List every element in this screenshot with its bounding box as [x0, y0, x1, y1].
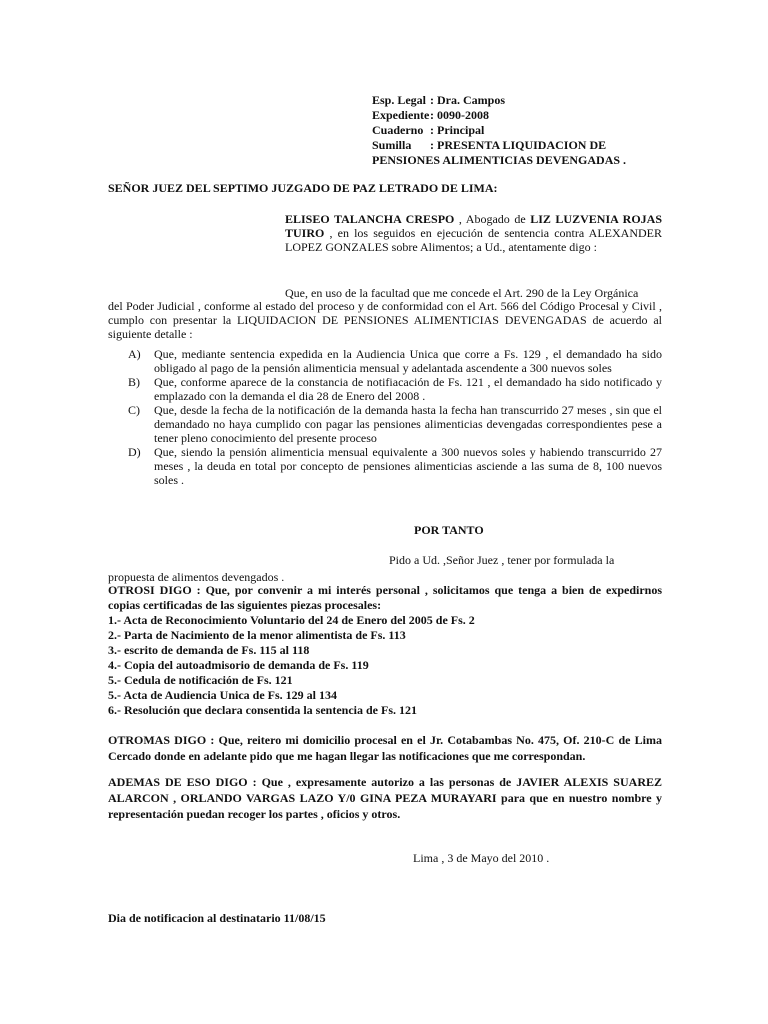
cuaderno-value: : Principal	[430, 123, 485, 137]
esp-legal-label: Esp. Legal	[372, 93, 427, 107]
otrosi-item: 1.- Acta de Reconocimiento Voluntario del 24 de Enero del 2005 de Fs. 2	[108, 613, 475, 627]
por-tanto-heading: POR TANTO	[414, 523, 484, 537]
otrosi-intro: OTROSI DIGO : Que, por convenir a mi interés personal , solicitamos que tenga a bien de expedirnos copias certificadas de las siguientes piezas procesales:	[108, 583, 662, 612]
detail-list	[128, 347, 662, 487]
otrosi-item: 5.- Cedula de notificación de Fs. 121	[108, 673, 293, 687]
detail-item-d	[128, 445, 662, 487]
detail-item-text: Que, desde la fecha de la notificación de la demanda hasta la fecha han transcurrido 27 meses , sin que el demandado no haya cumplido con pagar las pensiones alimenticias devengadas correspondientes pese a tener pleno conocimiento del presente proceso	[154, 403, 662, 445]
otrosi-item: 4.- Copia del autoadmisorio de demanda de Fs. 119	[108, 658, 369, 672]
detail-item-letter: A)	[128, 347, 141, 361]
pido-line-1: Pido a Ud. ,Señor Juez , tener por formulada la	[389, 553, 615, 567]
detail-item-b	[128, 375, 662, 403]
expediente-value: : 0090-2008	[430, 108, 489, 122]
cuaderno-label: Cuaderno	[372, 123, 424, 137]
detail-item-text: Que, siendo la pensión alimenticia mensual equivalente a 300 nuevos soles y habiendo transcurrido 27 meses , la deuda en total por concepto de pensiones alimenticias asciende a las suma de 8, 100 nuevos soles .	[154, 445, 662, 487]
pido-line-2: propuesta de alimentos devengados .	[108, 570, 285, 584]
detail-item-text: Que, mediante sentencia expedida en la Audiencia Unica que corre a Fs. 129 , el demandado ha sido obligado al pago de la pensión alimenticia mensual y adelantada ascendente a 300 nuevos soles	[154, 347, 662, 375]
expediente-label: Expediente	[372, 108, 430, 122]
sumilla-label: Sumilla	[372, 138, 412, 152]
case-header	[372, 93, 626, 168]
notification-footer: Dia de notificacion al destinatario 11/08/15	[108, 911, 326, 925]
sumilla-value-cont: PENSIONES ALIMENTICIAS DEVENGADAS .	[372, 153, 627, 167]
intro-text-2: , en los seguidos en ejecución de sentencia contra ALEXANDER LOPEZ GONZALES sobre Alimentos; a Ud., atentamente digo :	[285, 226, 662, 254]
detail-item-c	[128, 403, 662, 445]
otrosi-list	[108, 613, 662, 718]
client-name: LIZ LUZVENIA ROJAS TUIRO	[285, 212, 662, 240]
body-paragraph: del Poder Judicial , conforme al estado del proceso y de conformidad con el Art. 566 del Código Procesal y Civil , cumplo con presentar la LIQUIDACION DE PENSIONES ALIMENTICIAS DEVENGADAS de acuerdo al siguiente detalle :	[108, 299, 662, 341]
otrosi-item: 6.- Resolución que declara consentida la sentencia de Fs. 121	[108, 703, 417, 717]
ademas-paragraph: ADEMAS DE ESO DIGO : Que , expresamente autorizo a las personas de JAVIER ALEXIS SUAREZ ALARCON , ORLANDO VARGAS LAZO Y/0 GINA PEZA MURAYARI para que en nuestro nombre y representación puedan recoger los partes , oficios y otros.	[108, 775, 662, 821]
lawyer-name: ELISEO TALANCHA CRESPO	[285, 212, 455, 226]
detail-item-letter: D)	[128, 445, 141, 459]
addressee: SEÑOR JUEZ DEL SEPTIMO JUZGADO DE PAZ LETRADO DE LIMA:	[108, 181, 498, 195]
body-first-line: Que, en uso de la facultad que me concede el Art. 290 de la Ley Orgánica	[285, 286, 639, 300]
detail-item-letter: C)	[128, 403, 140, 417]
esp-legal-value: : Dra. Campos	[430, 93, 505, 107]
otromas-paragraph: OTROMAS DIGO : Que, reitero mi domicilio procesal en el Jr. Cotabambas No. 475, Of. 210-C de Lima Cercado donde en adelante pido que me hagan llegar las notificaciones que me correspondan.	[108, 733, 662, 763]
date-line: Lima , 3 de Mayo del 2010 .	[413, 851, 550, 865]
detail-item-a	[128, 347, 662, 375]
intro-text-1: , Abogado de	[454, 212, 531, 226]
sumilla-value: : PRESENTA LIQUIDACION DE	[430, 138, 607, 152]
detail-item-text: Que, conforme aparece de la constancia de notifiacación de Fs. 121 , el demandado ha sido notificado y emplazado con la demanda el dia 28 de Enero del 2008 .	[154, 375, 662, 403]
otrosi-item: 2.- Parta de Nacimiento de la menor alimentista de Fs. 113	[108, 628, 406, 642]
otrosi-item: 3.- escrito de demanda de Fs. 115 al 118	[108, 643, 310, 657]
otrosi-item: 5.- Acta de Audiencia Unica de Fs. 129 al 134	[108, 688, 338, 702]
detail-item-letter: B)	[128, 375, 140, 389]
intro-paragraph	[285, 212, 662, 254]
